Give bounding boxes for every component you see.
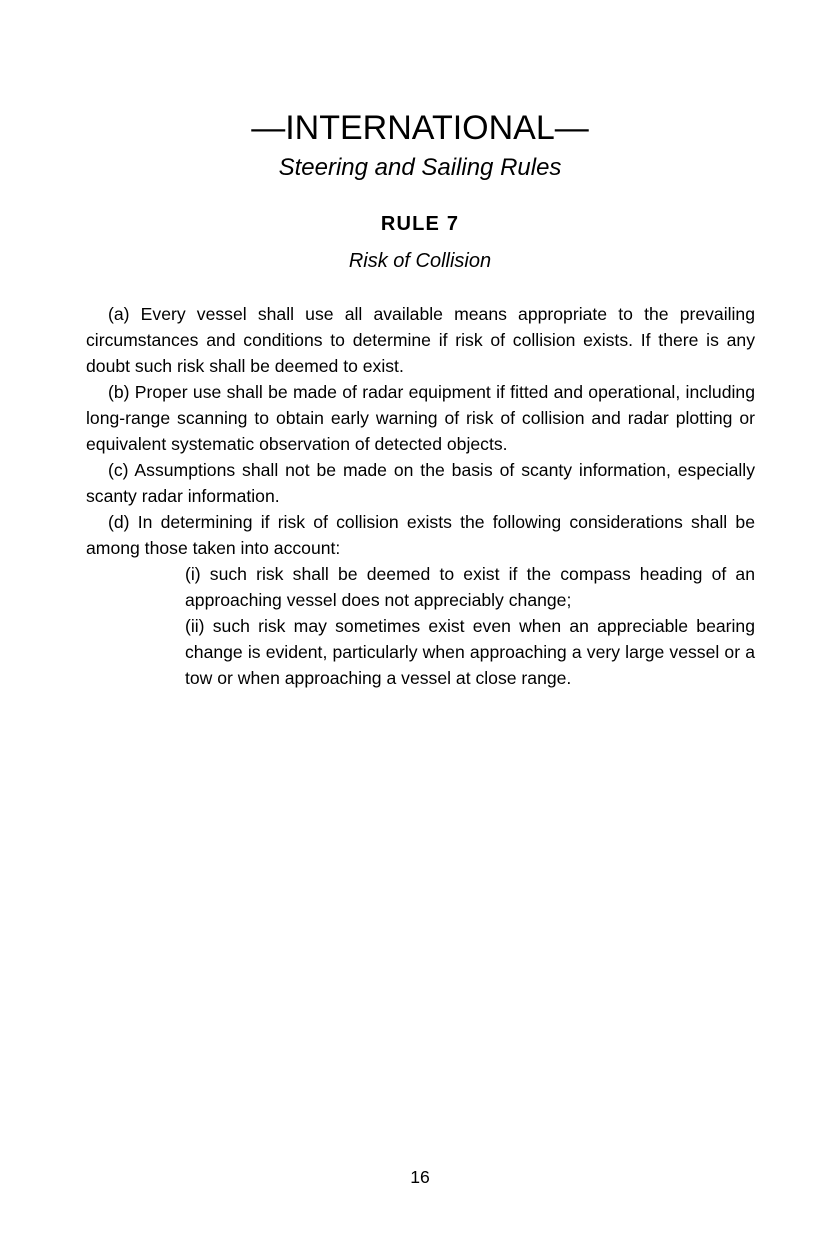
rule-body (86, 301, 755, 691)
subitem-i: (i) such risk shall be deemed to exist if the compass heading of an approaching vessel does not appreciably change; (185, 564, 755, 610)
subitem-list (86, 561, 755, 691)
rule-name: Risk of Collision (348, 250, 492, 272)
subitem-ii: (ii) such risk may sometimes exist even when an appreciable bearing change is evident, particularly when approaching a very large vessel or a tow or when approaching a vessel at close range. (185, 616, 755, 688)
paragraph-b: (b) Proper use shall be made of radar equipment if fitted and operational, including long-range scanning to obtain early warning of risk of collision and radar plotting or equivalent systematic observation of detected objects. (86, 382, 755, 454)
document-subtitle: Steering and Sailing Rules (278, 154, 562, 181)
rule-heading (0, 212, 840, 274)
rule-number: RULE 7 (380, 213, 460, 235)
document-title: —INTERNATIONAL— (251, 109, 589, 147)
paragraph-c: (c) Assumptions shall not be made on the basis of scanty information, especially scanty radar information. (86, 460, 755, 506)
paragraph-a: (a) Every vessel shall use all available means appropriate to the prevailing circumstances and conditions to determine if risk of collision exists. If there is any doubt such risk shall be deemed to exist. (86, 304, 755, 376)
paragraph-d: (d) In determining if risk of collision exists the following considerations shall be among those taken into account: (86, 512, 755, 558)
document-footer (0, 1166, 840, 1188)
document-header (0, 108, 840, 183)
page-number: 16 (410, 1167, 430, 1187)
